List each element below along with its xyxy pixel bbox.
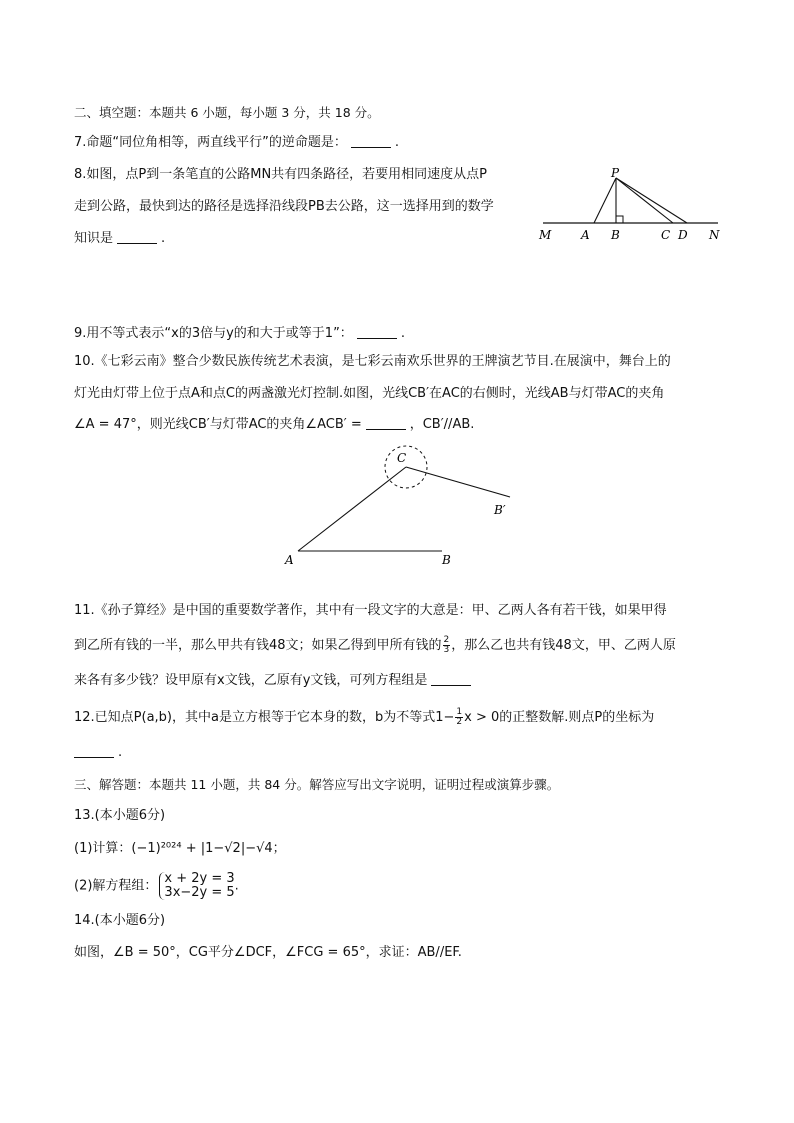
question-13-header: 13.(本小题6分) xyxy=(74,808,166,823)
label-c: C xyxy=(397,451,407,465)
label-d: D xyxy=(678,228,688,242)
label-b: B xyxy=(442,553,451,567)
question-11-line-1: 11.《孙子算经》是中国的重要数学著作，其中有一段文字的大意是：甲、乙两人各有若干钱，如果甲得 xyxy=(74,603,667,618)
answer-blank-11[interactable] xyxy=(431,673,471,686)
question-11-line-2: 到乙所有钱的一半，那么甲共有钱48文；如果乙得到甲所有钱的 $\frac{2}{3}$ ，那么乙也共有钱48文，甲、乙两人原 xyxy=(74,635,676,655)
equation-1: x + 2y = 3 xyxy=(164,871,235,886)
question-12-line-2: . xyxy=(74,744,122,762)
label-b-prime: B′ xyxy=(494,503,506,517)
question-8-line-3: 知识是 . xyxy=(74,231,166,246)
question-7-text: 7.命题“同位角相等，两直线平行”的逆命题是： xyxy=(74,135,347,150)
question-14-header: 14.(本小题6分) xyxy=(74,913,166,928)
fraction-two-thirds: $\frac{2}{3}$ xyxy=(443,635,450,655)
question-8-line-2: 走到公路，最快到达的路径是选择沿线段PB去公路，这一选择用到的数学 xyxy=(74,199,494,214)
figure-q10-laser-lights xyxy=(280,440,520,572)
question-10-line-2: 灯光由灯带上位于点A和点C的两盏激光灯控制.如图，光线CB′在AC的右侧时，光线AB与灯带AC的夹角 xyxy=(74,386,665,401)
section-3-title: 三、解答题：本题共 11 小题，共 84 分。解答应写出文字说明，证明过程或演算步骤。 xyxy=(74,777,560,792)
question-14-body: 如图，∠B = 50°，CG平分∠DCF，∠FCG = 65°，求证：AB//EF. xyxy=(74,945,462,960)
question-12-line-1: 12.已知点P(a,b)，其中a是立方根等于它本身的数，b为不等式1− $\frac{1}{2}$ x > 0的正整数解.则点P的坐标为 xyxy=(74,707,655,727)
equation-2: 3x−2y = 5 xyxy=(164,885,235,900)
label-a: A xyxy=(285,553,294,567)
equation-system xyxy=(159,872,234,900)
answer-blank-8[interactable] xyxy=(117,231,157,244)
label-a: A xyxy=(581,228,590,242)
question-8-line-1: 8.如图，点P到一条笔直的公路MN共有四条路径，若要用相同速度从点P xyxy=(74,167,488,182)
answer-blank-10[interactable] xyxy=(366,417,406,430)
question-11-line-3: 来各有多少钱？设甲原有x文钱，乙原有y文钱，可列方程组是 xyxy=(74,672,475,690)
ray-cb-prime xyxy=(406,467,510,497)
answer-blank-12[interactable] xyxy=(74,745,114,758)
label-m: M xyxy=(539,228,552,242)
figure-q8-paths-to-road xyxy=(535,160,730,250)
segment-pa xyxy=(594,178,616,223)
question-7: 7.命题“同位角相等，两直线平行”的逆命题是： . xyxy=(74,135,400,150)
light-strip-ac xyxy=(298,467,406,551)
label-c: C xyxy=(661,228,671,242)
question-10-line-1: 10.《七彩云南》整合少数民族传统艺术表演，是七彩云南欢乐世界的王牌演艺节目.在展演中，舞台上的 xyxy=(74,354,671,369)
question-13-part-2: (2)解方程组： x + 2y = 3 3x−2y = 5 . xyxy=(74,871,239,900)
fraction-one-half: $\frac{1}{2}$ xyxy=(456,707,463,727)
answer-blank-7[interactable] xyxy=(351,135,391,148)
segment-pd xyxy=(616,178,687,223)
question-9: 9.用不等式表示“x的3倍与y的和大于或等于1”： . xyxy=(74,326,405,341)
right-angle-mark xyxy=(616,216,623,223)
segment-pc xyxy=(616,178,673,223)
question-10-line-3: ∠A = 47°，则光线CB′与灯带AC的夹角∠ACB′ = ，CB′//AB. xyxy=(74,417,475,432)
label-b: B xyxy=(611,228,620,242)
answer-blank-9[interactable] xyxy=(357,326,397,339)
section-2-title: 二、填空题：本题共 6 小题，每小题 3 分，共 18 分。 xyxy=(74,105,380,120)
label-p: P xyxy=(611,166,620,180)
question-13-part-1: (1)计算：(−1)²⁰²⁴ + |1−√2|−√4； xyxy=(74,841,286,856)
label-n: N xyxy=(709,228,720,242)
